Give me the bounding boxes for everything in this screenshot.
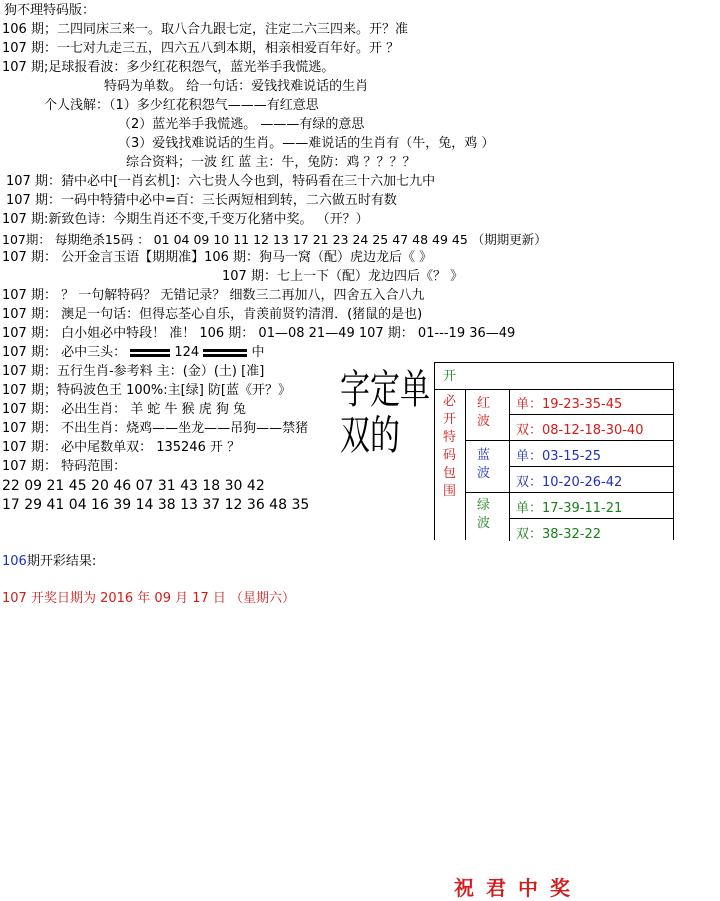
text-line: 107 期： 必出生肖： 羊 蛇 牛 猴 虎 狗 兔 [2, 402, 247, 417]
text-line: 107 期：一七对九走三五，四六五八到本期，相亲相爱百年好。开 ？ [2, 41, 400, 56]
text-line: （2）蓝光举手我慌逃。 ———有绿的意思 [118, 117, 365, 132]
group-label-blue: 蓝波 [465, 441, 510, 493]
number-line: 17 29 41 04 16 39 14 38 13 37 12 36 48 35 [2, 497, 310, 513]
box-vertical-label: 必开特码包围 [443, 394, 457, 499]
sanshou-line [2, 344, 264, 362]
text-line: 107 期： ？ 一句解特码？ 无错记录？ 细数三二再加八，四舍五入合八九 [2, 288, 425, 303]
text-line: 综合资料；一波 红 蓝 主：牛，兔防：鸡 ？？？？ [126, 155, 416, 170]
group-label-red: 红波 [465, 389, 510, 441]
text-line: 107 期：七上一下（配）龙边四后《？ 》 [222, 269, 464, 284]
text-line: 特码为单数。 给一句话：爱钱找难说话的生肖 [104, 79, 369, 94]
blue-even-row: 双：10-20-26-42 [510, 467, 673, 493]
green-odd-row: 单：17-39-11-21 [510, 493, 673, 519]
text-line: 107 期： 必中尾数单双： 135246 开 ？ [2, 440, 241, 455]
draw-date: 107 开奖日期为 2016 年 09 月 17 日 （星期六） [2, 591, 296, 606]
sanshou-suffix: 中 [251, 345, 265, 360]
page-header: 狗不理特码版： [4, 3, 96, 18]
sanshou-prefix: 107 期： 必中三头： [2, 345, 127, 360]
text-line: 107 期： 白小姐必中特段！ 准！ 106 期： 01—08 21—49 107 期： 01---19 36—49 [2, 326, 516, 341]
result-text: 期开彩结果: [26, 554, 97, 569]
red-even-row: 双：08-12-18-30-40 [510, 415, 673, 441]
text-line: 107 期;足球报看波：多少红花积怨气，蓝光举手我慌逃。 [2, 60, 335, 75]
group-label-green: 绿波 [465, 493, 510, 541]
sanshou-mid: 124 [174, 345, 200, 360]
text-line: 107期： 每期绝杀15码 ： 01 04 09 10 11 12 13 17 21 23 24 25 47 48 49 45 （期期更新） [2, 232, 547, 247]
blue-odd-row: 单：03-15-25 [510, 441, 673, 467]
text-line: 107 期： 特码范围： [2, 459, 127, 474]
text-line: 107 期：猜中必中[一肖玄机]：六七贵人今也到，特码看在三十六加七九中 [6, 174, 436, 189]
big-overlay-text: 字定单双的 [340, 366, 430, 460]
green-even-row: 双：38-32-22 [516, 527, 602, 542]
text-line: 个人浅解：（1）多少红花积怨气———有红意思 [44, 98, 319, 113]
bars-symbol [130, 347, 170, 359]
bars-symbol [203, 347, 247, 359]
result-issue: 106 [2, 554, 27, 569]
text-line: 107 期：五行生肖-参考料 主：(金）(土) [准] [2, 364, 265, 379]
box-header: 开 [435, 363, 673, 390]
result-line [2, 553, 96, 571]
box-vertical-column [435, 389, 466, 540]
footer-blessing: 祝君中奖 [454, 876, 582, 900]
number-line: 22 09 21 45 20 46 07 31 43 18 30 42 [2, 478, 265, 494]
red-odd-row: 单：19-23-35-45 [510, 389, 673, 415]
text-line: 107 期： 不出生肖：烧鸡——坐龙——吊狗——禁猪 [2, 421, 309, 436]
text-line: 107 期：一码中特猜中必中=百：三长两短相到转，二六做五时有数 [6, 193, 397, 208]
text-line: 106 期；二四同床三来一。取八合九跟七定，注定二六三四来。开？准 [2, 22, 408, 37]
color-wave-box [434, 362, 674, 540]
text-line: 107 期:新致色诗：今期生肖还不变,千变万化猪中奖。 （开？） [2, 212, 369, 227]
text-line: 107 期： 公开金言玉语【期期准】106 期：狗马一窝（配）虎边龙后《 》 [2, 250, 433, 265]
text-line: 107 期： 澳足一句话：但得忘荃心自乐，肯羡前贤钓清渭．(猪鼠的是也) [2, 307, 423, 322]
text-line: 107 期；特码波色王 100%:主[绿] 防[蓝《开？》 [2, 383, 291, 398]
text-line: （3）爱钱找难说话的生肖。——难说话的生肖有（牛，兔，鸡 ） [118, 136, 495, 151]
